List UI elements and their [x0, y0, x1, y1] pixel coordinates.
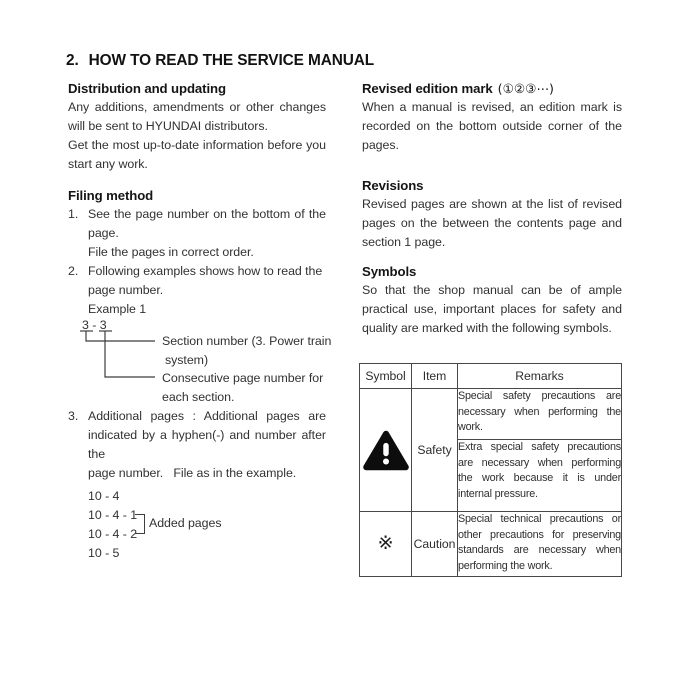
page-title-number: 2.: [66, 52, 79, 69]
text-line: Consecutive page number for: [162, 371, 324, 385]
list-item-2: [68, 262, 332, 407]
text-line: pages.: [362, 138, 399, 152]
text-line: When a manual is revised, an edition mark is: [362, 100, 622, 114]
left-column: [68, 79, 332, 563]
column-header-remarks: Remarks: [458, 364, 622, 389]
caution-item-label: Caution: [412, 512, 458, 577]
example-page-number: 3 - 3: [82, 318, 107, 332]
page-title-text: HOW TO READ THE SERVICE MANUAL: [88, 52, 375, 69]
text-line: each section.: [162, 389, 235, 404]
caution-symbol-cell: [360, 512, 412, 577]
text-line: other precautions for preserving: [458, 528, 621, 541]
text-line: are necessary when performing: [458, 456, 621, 469]
text-line: system): [165, 352, 209, 367]
text-line: page.: [88, 226, 119, 240]
text-line: See the page number on the bottom of the: [88, 207, 326, 221]
right-column: [362, 79, 622, 577]
safety-symbol-cell: [360, 389, 412, 512]
safety-remark-2: [458, 440, 622, 512]
text-line: internal pressure.: [458, 487, 538, 500]
text-line: Extra special safety precautions: [458, 441, 621, 453]
heading-filing: Filing method: [68, 188, 154, 203]
list-item-1: [68, 205, 326, 262]
heading-distribution: Distribution and updating: [68, 81, 226, 96]
text-line: File the pages in correct order.: [88, 245, 254, 259]
text-line: start any work.: [68, 157, 148, 171]
text-line: Get the most up-to-date information before you: [68, 138, 326, 152]
safety-remark-1: [458, 389, 622, 440]
added-pages-bracket: [135, 514, 145, 534]
text-line: Additional pages : Additional pages are: [88, 409, 326, 423]
text-line: work.: [458, 421, 483, 434]
text-line: Revised pages are shown at the list of revised: [362, 197, 622, 211]
heading-revised-edition-mark: [362, 79, 622, 98]
list-item-3: [68, 407, 326, 563]
text-line: section 1 page.: [362, 235, 446, 249]
list-number: 1.: [68, 207, 79, 221]
text-line: Following examples shows how to read the: [88, 264, 323, 278]
text-line: Special safety precautions are: [458, 390, 621, 402]
example-page-number: 10 - 4 - 1: [88, 508, 138, 522]
edition-mark-symbols: (①②③⋯): [497, 81, 554, 96]
text-line: standards are necessary when: [458, 544, 621, 557]
heading-text: Revised edition mark: [362, 81, 493, 96]
text-line: practical use, important places for safety and: [362, 302, 622, 316]
text-line: quality are marked with the following symbols.: [362, 321, 612, 335]
example-page-number: 10 - 5: [88, 546, 120, 560]
text-line: pages on the between the contents page and: [362, 216, 622, 230]
page-number-diagram: [68, 318, 332, 407]
caution-reference-mark-icon: ※: [377, 531, 394, 554]
text-line: Any additions, amendments or other changes: [68, 100, 326, 114]
diagram-label-consecutive: [162, 369, 334, 406]
text-line: the work because it is under: [458, 472, 621, 485]
table-row-caution: [360, 512, 622, 577]
text-line: will be sent to HYUNDAI distributors.: [68, 119, 268, 133]
text-line: Section number (3. Power train: [162, 334, 332, 348]
table-row-safety: [360, 389, 622, 440]
diagram-label-section: [162, 332, 334, 369]
column-header-symbol: Symbol: [360, 364, 412, 389]
text-line: performing the work.: [458, 559, 553, 572]
caution-remark: [458, 512, 622, 577]
page-title: [66, 52, 374, 70]
heading-symbols: Symbols: [362, 264, 417, 279]
example-page-number: 10 - 4: [88, 489, 120, 503]
text-line: page number. File as in the example.: [88, 466, 297, 480]
text-line: page number.: [88, 283, 164, 297]
page-number-examples: [88, 487, 326, 563]
safety-warning-icon: [363, 430, 409, 471]
text-line: Example 1: [88, 302, 147, 316]
heading-revisions: Revisions: [362, 178, 424, 193]
text-line: necessary when performing the: [458, 405, 621, 418]
text-line: So that the shop manual can be of ample: [362, 283, 622, 297]
text-line: indicated by a hyphen(-) and number after the: [88, 428, 326, 461]
column-header-item: Item: [412, 364, 458, 389]
example-page-number: 10 - 4 - 2: [88, 527, 138, 541]
text-line: recorded on the bottom outside corner of the: [362, 119, 622, 133]
list-number: 2.: [68, 264, 79, 278]
table-header-row: [360, 364, 622, 389]
list-number: 3.: [68, 409, 79, 423]
text-line: Special technical precautions or: [458, 513, 621, 525]
added-pages-label: Added pages: [149, 516, 222, 530]
safety-item-label: Safety: [412, 389, 458, 512]
symbols-table: [359, 363, 622, 577]
